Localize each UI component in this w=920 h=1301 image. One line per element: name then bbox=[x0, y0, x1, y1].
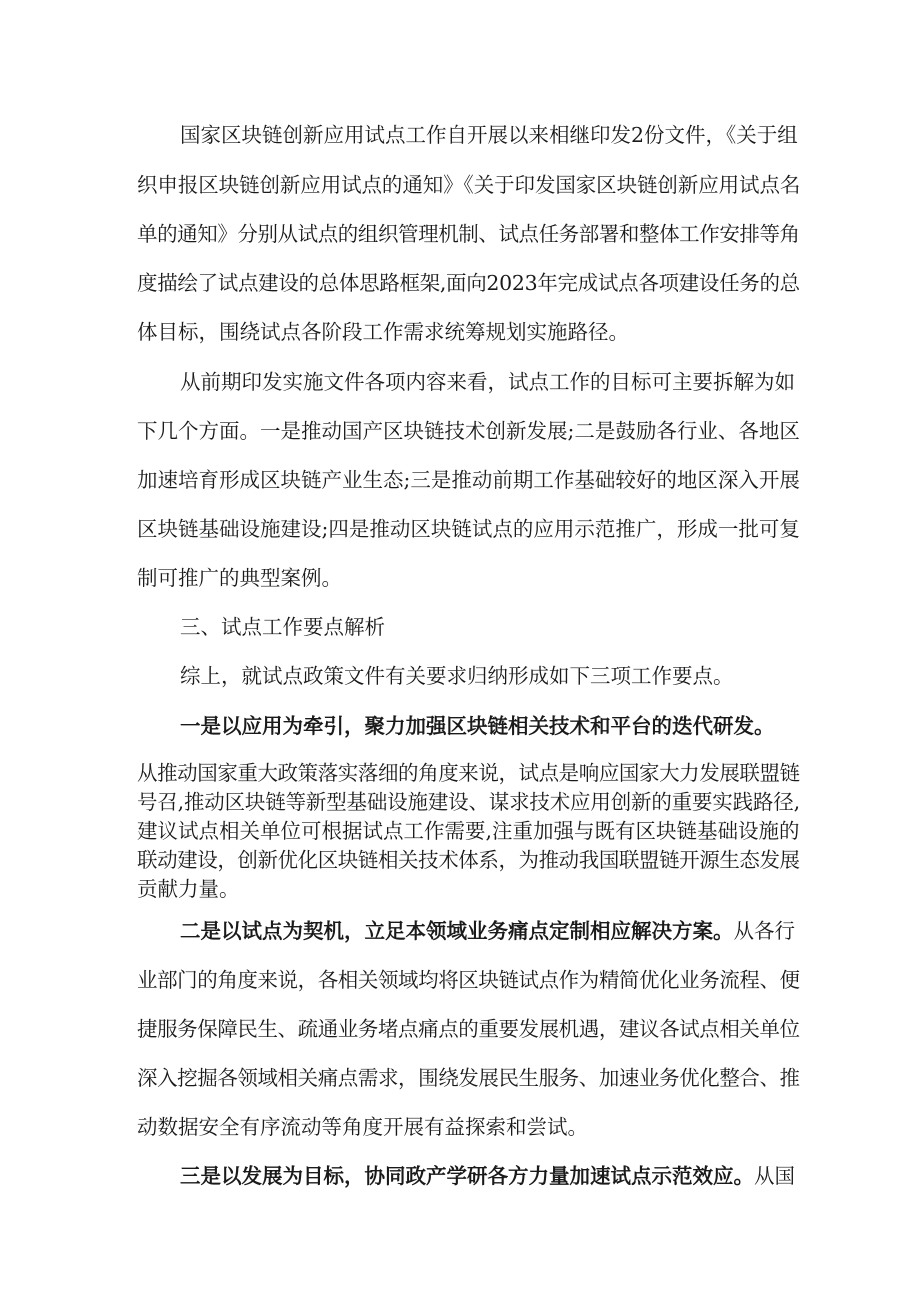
para2-line1: 从前期印发实施文件各项内容来看，试点工作的目标可主要拆解为如 bbox=[180, 370, 795, 394]
para1-line2: 织申报区块链创新应用试点的通知》《关于印发国家区块链创新应用试点名 bbox=[137, 173, 801, 197]
para1-line5: 体目标，围绕试点各阶段工作需求统筹规划实施路径。 bbox=[137, 320, 629, 344]
para2-line3: 加速培育形成区块链产业生态;三是推动前期工作基础较好的地区深入开展 bbox=[137, 468, 800, 492]
point1-line4: 联动建设，创新优化区块链相关技术体系，为推动我国联盟链开源生态发展 bbox=[137, 848, 800, 872]
point3-line1 bbox=[180, 1166, 795, 1187]
para2-line5: 制可推广的典型案例。 bbox=[137, 566, 342, 590]
point1-line1: 从推动国家重大政策落实落细的角度来说，试点是响应国家大力发展联盟链 bbox=[137, 761, 800, 785]
point3-lead-tail: 从国 bbox=[754, 1164, 795, 1188]
para2-line4: 区块链基础设施建设;四是推动区块链试点的应用示范推广，形成一批可复 bbox=[137, 517, 800, 541]
point1-line2: 号召,推动区块链等新型基础设施建设、谋求技术应用创新的重要实践路径, bbox=[137, 790, 800, 814]
point2-line3: 捷服务保障民生、疏通业务堵点痛点的重要发展机遇，建议各试点相关单位 bbox=[137, 1017, 800, 1041]
point2-line5: 动数据安全有序流动等角度开展有益探索和尝试。 bbox=[137, 1115, 588, 1139]
point2-line4: 深入挖掘各领域相关痛点需求，围绕发展民生服务、加速业务优化整合、推 bbox=[137, 1066, 800, 1090]
summary-line: 综上，就试点政策文件有关要求归纳形成如下三项工作要点。 bbox=[180, 664, 734, 688]
section-heading: 三、试点工作要点解析 bbox=[180, 615, 385, 639]
point2-lead-tail: 从各行 bbox=[733, 919, 795, 943]
para1-line1: 国家区块链创新应用试点工作自开展以来相继印发2份文件，《关于组 bbox=[180, 123, 798, 147]
point3-heading: 三是以发展为目标，协同政产学研各方力量加速试点示范效应。 bbox=[180, 1164, 754, 1188]
point2-line2: 业部门的角度来说，各相关领域均将区块链试点作为精简优化业务流程、便 bbox=[137, 968, 800, 992]
para2-line2: 下几个方面。一是推动国产区块链技术创新发展;二是鼓励各行业、各地区 bbox=[137, 419, 800, 443]
point2-line1 bbox=[180, 921, 795, 942]
point2-heading: 二是以试点为契机，立足本领域业务痛点定制相应解决方案。 bbox=[180, 919, 734, 943]
para1-line4: 度描绘了试点建设的总体思路框架,面向2023年完成试点各项建设任务的总 bbox=[137, 271, 800, 295]
point1-heading: 一是以应用为牵引，聚力加强区块链相关技术和平台的迭代研发。 bbox=[180, 714, 775, 738]
para1-line3: 单的通知》分别从试点的组织管理机制、试点任务部署和整体工作安排等角 bbox=[137, 222, 800, 246]
point1-line5: 贡献力量。 bbox=[137, 877, 240, 901]
point1-line3: 建议试点相关单位可根据试点工作需要,注重加强与既有区块链基础设施的 bbox=[137, 819, 800, 843]
